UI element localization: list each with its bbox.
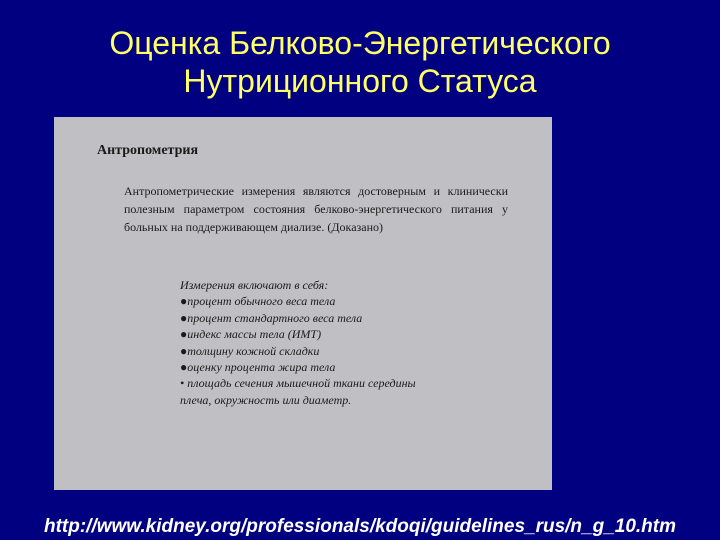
section-heading: Антропометрия <box>97 143 199 158</box>
list-item: плеча, окружность или диаметр. <box>180 392 352 407</box>
list-item: • площадь сечения мышечной ткани середины <box>180 376 416 391</box>
list-item: ●процент обычного веса тела <box>180 294 336 309</box>
list-item: ●толщину кожной складки <box>180 343 320 358</box>
source-url-link[interactable]: http://www.kidney.org/professionals/kdoqi/guidelines_rus/n_g_10.htm <box>43 516 677 537</box>
measurements-list <box>180 277 480 408</box>
guideline-paragraph: Антропометрические измерения являются достоверным и клинически полезным параметром состояния белково-энергетического питания у больных на поддерживающем диализе. (Доказано) <box>124 184 508 234</box>
slide-title-line-1: Оценка Белково-Энергетического <box>109 25 611 61</box>
measurements-intro: Измерения включают в себя: <box>180 278 329 292</box>
scanned-document-panel <box>54 117 552 490</box>
list-item: ●процент стандартного веса тела <box>180 310 363 325</box>
list-item: ●индекс массы тела (ИМТ) <box>180 327 322 342</box>
slide-title-line-2: Нутриционного Статуса <box>183 63 537 99</box>
slide-title <box>0 24 720 100</box>
list-item: ●оценку процента жира тела <box>180 360 336 375</box>
